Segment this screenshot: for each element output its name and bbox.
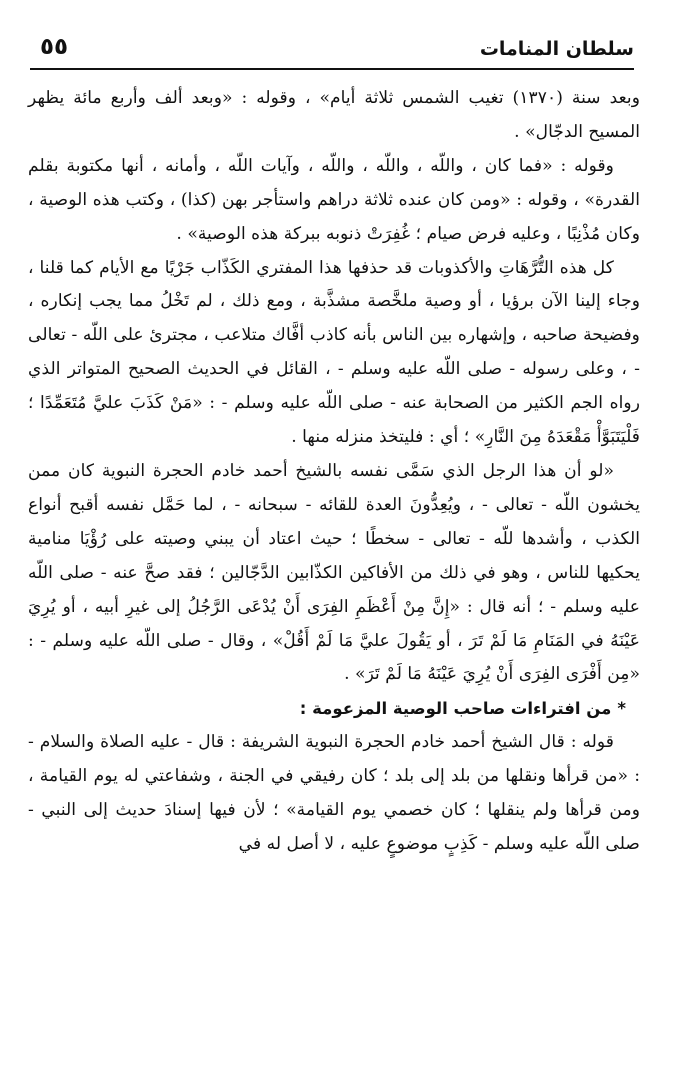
paragraph: قوله : قال الشيخ أحمد خادم الحجرة النبوية الشريفة : قال - عليه الصلاة والسلام - : «من قرأها ونقلها من بلد إلى بلد ؛ كان رفيقي في الجنة ، وشفاعتي له يوم القيامة ، ومن قرأها ولم ينقلها ؛ كان خصمي يوم القيامة» ؛ لأن فيها إسنادَ حديث إلى النبي - صلى اللّه عليه وسلم - كَذِبٍ موضوعٍ عليه ، لا أصل له في [28,732,640,854]
paragraph: كل هذه التُّرَّهَاتِ والأكذوبات قد حذفها هذا المفتري الكَذّاب جَرْيًا مع الأيام كما قلنا ، وجاء إلينا الآن برؤيا ، أو وصية ملخَّصة مشذَّبة ، ومع ذلك ، لم تَخْلُ مما يجب إنكاره ، وفضيحة صاحبه ، وإشهاره بين الناس بأنه كاذب أفَّاك متلاعب ، مجترئ على اللّه - تعالى - ، وعلى رسوله - صلى اللّه عليه وسلم - ، القائل في الحديث الصحيح المتواتر الذي رواه الجم الكثير من الصحابة عنه - صلى اللّه عليه وسلم - : «مَنْ كَذَبَ عليَّ مُتَعَمِّدًا ؛ فَلْيَتَبَوَّأْ مَقْعَدَهُ مِنَ النَّارِ» ؛ أي : فليتخذ منزله منها . [28,257,640,448]
paragraph: وبعد سنة (١٣٧٠) تغيب الشمس ثلاثة أيام» ، وقوله : «وبعد ألف وأربع مائة يظهر المسيح الدجّال» . [28,88,640,142]
running-title: سلطان المنامات [479,38,634,60]
paragraph: «لو أن هذا الرجل الذي سَمَّى نفسه بالشيخ أحمد خادم الحجرة النبوية كان ممن يخشون اللّه - تعالى - ، ويُعِدُّونَ العدة للقائه - سبحانه - ، لما حَمَّل نفسه أقبح أنواع الكذب ، وأشدها للّه - تعالى - سخطًا ؛ حيث اعتاد أن يبني وصيته على رُؤْيَا منامية يحكيها للناس ، وهو في ذلك من الأفاكين الكذّابين الدَّجّالين ؛ فقد صحَّ عنه - صلى اللّه عليه وسلم - ؛ أنه قال : «إِنَّ مِنْ أَعْظَمِ الفِرَى أَنْ يُدْعَى الرَّجُلُ إلى غيرِ أبيه ، أو يُرِيَ عَيْنَهُ في المَنَامِ مَا لَمْ تَرَ ، أو يَقُولَ عليَّ مَا لَمْ أَقُلْ» ، وقال - صلى اللّه عليه وسلم - : «مِن أَفْرَى الفِرَى أَنْ يُرِيَ عَيْنَهُ مَا لَمْ تَرَ» . [28,460,640,685]
paragraph: وقوله : «فما كان ، واللّه ، واللّه ، واللّه ، وآيات اللّه ، وأمانه ، أنها مكتوبة بقلم القدرة» ، وقوله : «ومن كان عنده ثلاثة دراهم واستأجر بهن (كذا) ، وكتب هذه الوصية ، وكان مُذْنِبًا ، وعليه فرض صيام ؛ غُفِرَتْ ذنوبه ببركة هذه الوصية» . [28,155,640,244]
heading-marker: * [617,699,626,719]
heading-text: من افتراءات صاحب الوصية المزعومة : [299,699,612,719]
page-header [30,28,634,70]
section-heading [28,692,640,726]
page-number: ٥٥ [40,34,69,60]
page-body [28,82,640,862]
